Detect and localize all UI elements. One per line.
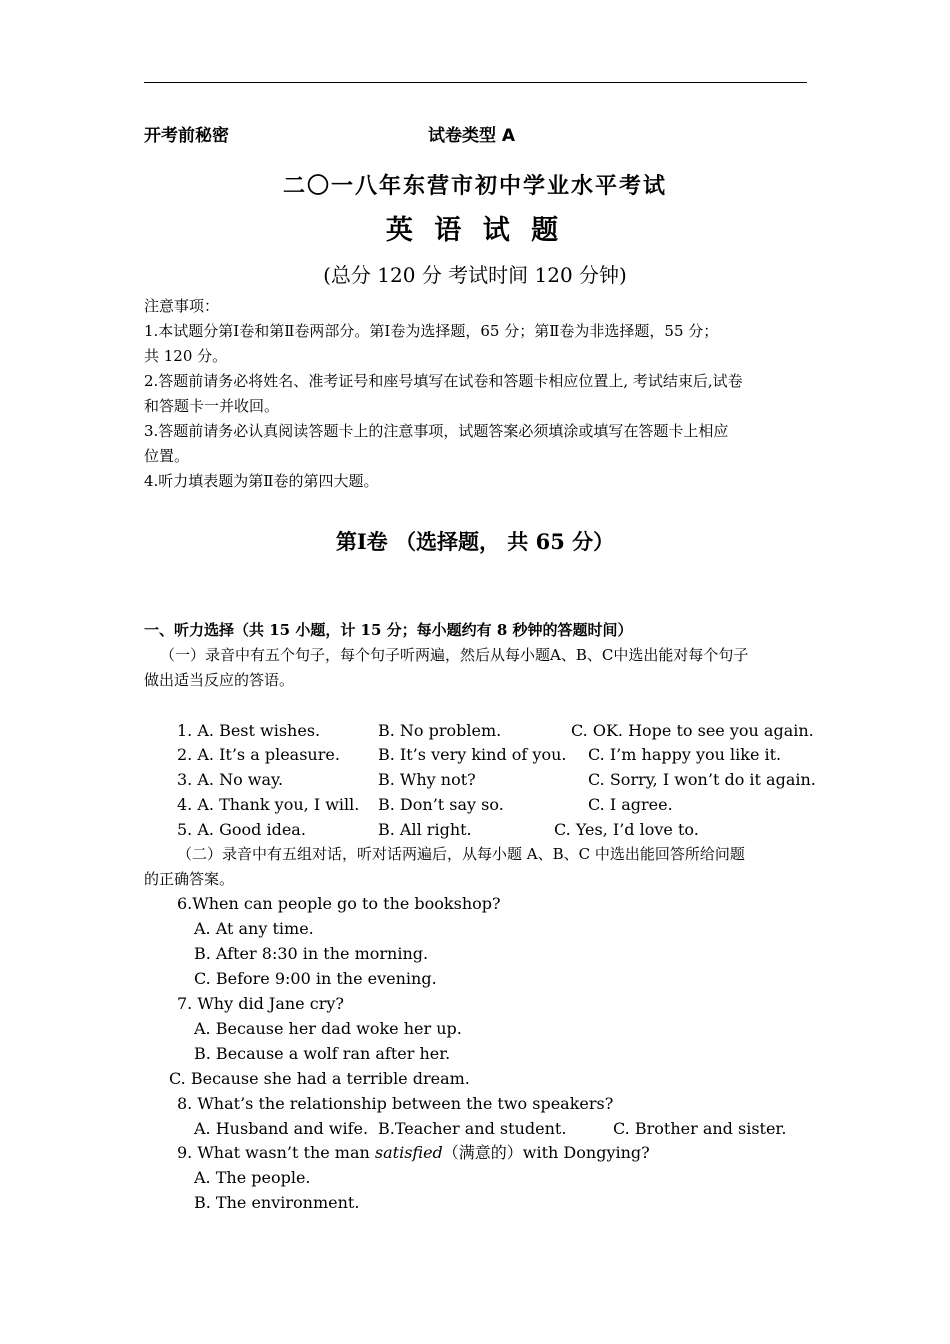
q9-question-keyword: satisfied [374, 1143, 443, 1162]
score-time: (总分 120 分 考试时间 120 分钟) [323, 263, 627, 287]
q6-question: 6.When can people go to the bookshop? [177, 894, 501, 913]
q4-option-a: 4. A. Thank you, I will. [177, 795, 360, 814]
section1-heading: 一、听力选择（共 15 小题，计 15 分；每小题约有 8 秒钟的答题时间） [144, 621, 633, 639]
q7-option-c: C. Because she had a terrible dream. [169, 1069, 470, 1088]
secret-label: 开考前秘密 [144, 126, 229, 146]
q5-option-a: 5. A. Good idea. [177, 820, 306, 839]
note-4: 4.听力填表题为第Ⅱ卷的第四大题。 [144, 472, 379, 490]
note-2a: 2.答题前请务必将姓名、准考证号和座号填写在试卷和答题卡相应位置上, 考试结束后,试卷 [144, 372, 743, 390]
subject-title: 英 语 试 题 [385, 215, 565, 246]
q7-question: 7. Why did Jane cry? [177, 994, 344, 1013]
top-rule [144, 82, 807, 83]
q2-option-b: B. It’s very kind of you. [378, 745, 567, 764]
note-3b: 位置。 [144, 447, 190, 465]
q5-option-b: B. All right. [378, 820, 472, 839]
q7-option-b: B. Because a wolf ran after her. [194, 1044, 451, 1063]
note-3a: 3.答题前请务必认真阅读答题卡上的注意事项，试题答案必须填涂或填写在答题卡上相应 [144, 422, 729, 440]
q2-option-c: C. I’m happy you like it. [588, 745, 782, 764]
q9-question-pre: 9. What wasn’t the man [177, 1143, 375, 1162]
section1-intro-a: （一）录音中有五个句子，每个句子听两遍，然后从每小题A、B、C中选出能对每个句子 [160, 646, 749, 664]
q1-option-a: 1. A. Best wishes. [177, 721, 321, 740]
paper-type-label: 试卷类型 A [428, 126, 516, 146]
q8-option-c: C. Brother and sister. [613, 1119, 787, 1138]
q1-option-c: C. OK. Hope to see you again. [571, 721, 814, 740]
q4-option-c: C. I agree. [588, 795, 673, 814]
q3-option-a: 3. A. No way. [177, 770, 284, 789]
q9-question-post: （满意的）with Dongying? [442, 1143, 650, 1162]
exam-title: 二〇一八年东营市初中学业水平考试 [282, 173, 667, 199]
note-1b: 共 120 分。 [144, 347, 228, 365]
q1-option-b: B. No problem. [378, 721, 502, 740]
note-1a: 1.本试题分第Ⅰ卷和第Ⅱ卷两部分。第Ⅰ卷为选择题，65 分；第Ⅱ卷为非选择题，55 分； [144, 322, 719, 340]
q8-question: 8. What’s the relationship between the two speakers? [177, 1094, 614, 1113]
notes-heading: 注意事项： [144, 297, 220, 315]
q2-option-a: 2. A. It’s a pleasure. [177, 745, 340, 764]
q9-option-b: B. The environment. [194, 1193, 360, 1212]
q3-option-b: B. Why not? [378, 770, 476, 789]
note-2b: 和答题卡一并收回。 [144, 397, 280, 415]
q6-option-b: B. After 8:30 in the morning. [194, 944, 429, 963]
section2-intro-b: 的正确答案。 [144, 870, 235, 888]
section1-intro-b: 做出适当反应的答语。 [144, 671, 295, 689]
q6-option-c: C. Before 9:00 in the evening. [194, 969, 437, 988]
part1-title: 第Ⅰ卷 （选择题， 共 65 分） [335, 529, 615, 554]
q8-option-a: A. Husband and wife. [194, 1119, 369, 1138]
q4-option-b: B. Don’t say so. [378, 795, 504, 814]
q5-option-c: C. Yes, I’d love to. [554, 820, 699, 839]
q3-option-c: C. Sorry, I won’t do it again. [588, 770, 816, 789]
q6-option-a: A. At any time. [194, 919, 314, 938]
q9-question [177, 1143, 650, 1163]
q8-option-b: B.Teacher and student. [378, 1119, 567, 1138]
q9-option-a: A. The people. [194, 1168, 311, 1187]
section2-intro-a: （二）录音中有五组对话，听对话两遍后，从每小题 A、B、C 中选出能回答所给问题 [177, 845, 745, 863]
q7-option-a: A. Because her dad woke her up. [194, 1019, 462, 1038]
